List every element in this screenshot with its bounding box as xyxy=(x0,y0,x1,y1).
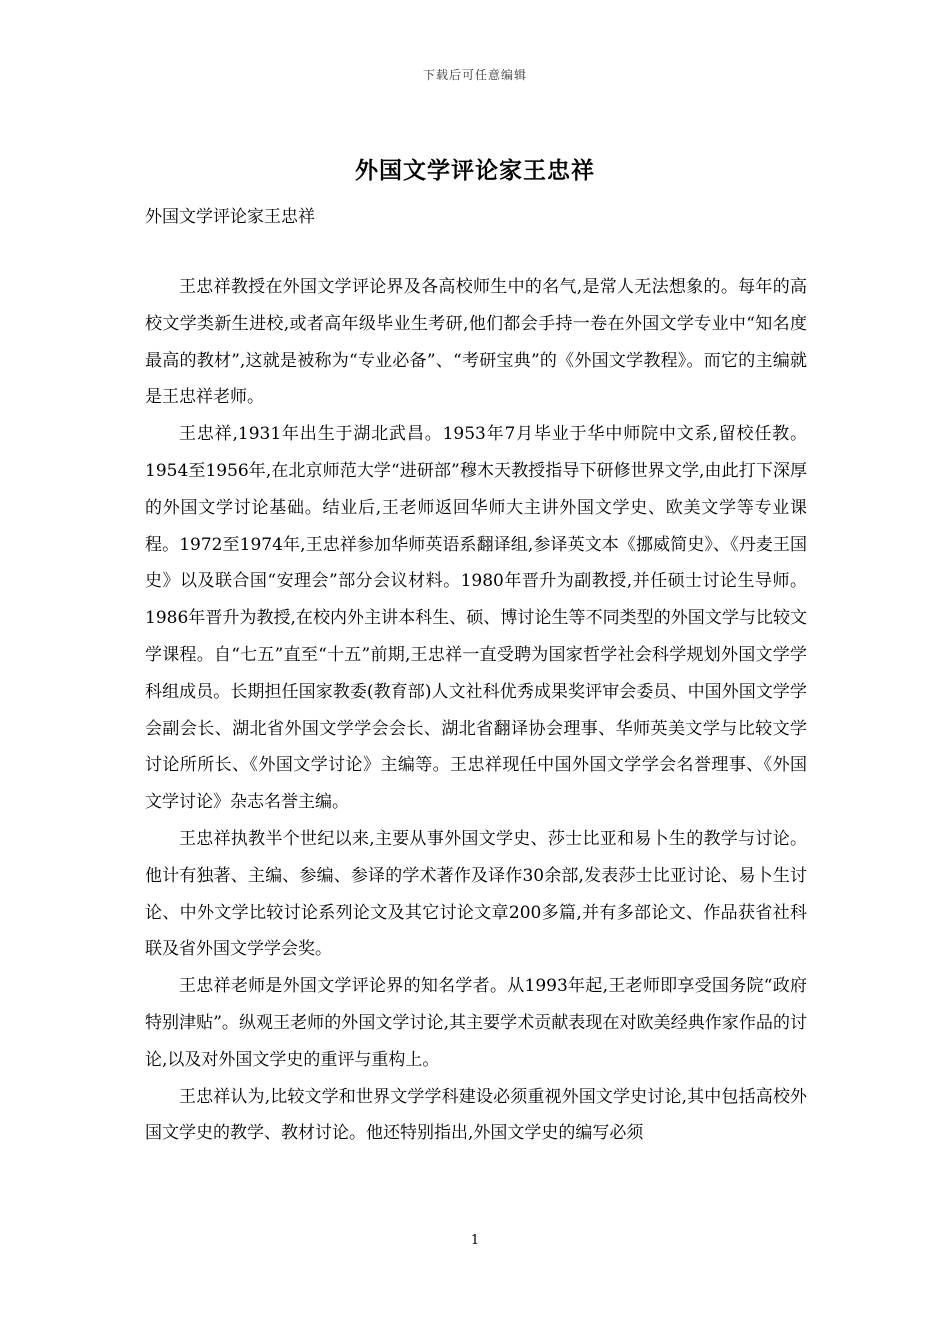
paragraph: 王忠祥教授在外国文学评论界及各高校师生中的名气,是常人无法想象的。每年的高校文学类新生进校,或者高年级毕业生考研,他们都会手持一卷在外国文学专业中“知名度最高的教材”,这就是被称为“专业必备”、“考研宝典”的《外国文学教程》。而它的主编就是王忠祥老师。 xyxy=(145,277,807,408)
document-title: 外国文学评论家王忠祥 xyxy=(355,157,595,184)
page-number: 1 xyxy=(470,1233,480,1248)
document-subtitle: 外国文学评论家王忠祥 xyxy=(145,207,315,227)
paragraph: 王忠祥,1931年出生于湖北武昌。1953年7月毕业于华中师院中文系,留校任教。1954至1956年,在北京师范大学“进研部”穆木天教授指导下研修世界文学,由此打下深厚的外国文学讨论基础。结业后,王老师返回华师大主讲外国文学史、欧美文学等专业课程。1972至1974年,王忠祥参加华师英语系翻译组,参译英文本《挪威简史》、《丹麦王国史》以及联合国“安理会”部分会议材料。1980年晋升为副教授,并任硕士讨论生导师。1986年晋升为教授,在校内外主讲本科生、硕、博讨论生等不同类型的外国文学与比较文学课程。自“七五”直至“十五”前期,王忠祥一直受聘为国家哲学社会科学规划外国文学学科组成员。长期担任国家教委(教育部)人文社科优秀成果奖评审会委员、中国外国文学学会副会长、湖北省外国文学学会会长、湖北省翻译协会理事、华师英美文学与比较文学讨论所所长、《外国文学讨论》主编等。王忠祥现任中国外国文学学会名誉理事、《外国文学讨论》杂志名誉主编。 xyxy=(145,424,807,813)
paragraph: 王忠祥执教半个世纪以来,主要从事外国文学史、莎士比亚和易卜生的教学与讨论。他计有独著、主编、参编、参译的学术著作及译作30余部,发表莎士比亚讨论、易卜生讨论、中外文学比较讨论系列论文及其它讨论文章200多篇,并有多部论文、作品获省社科联及省外国文学学会奖。 xyxy=(145,828,807,960)
paragraph: 王忠祥认为,比较文学和世界文学学科建设必须重视外国文学史讨论,其中包括高校外国文学史的教学、教材讨论。他还特别指出,外国文学史的编写必须 xyxy=(145,1086,807,1144)
paragraph: 王忠祥老师是外国文学评论界的知名学者。从1993年起,王老师即享受国务院“政府特别津贴”。纵观王老师的外国文学讨论,其主要学术贡献表现在对欧美经典作家作品的讨论,以及对外国文学史的重评与重构上。 xyxy=(145,976,807,1070)
header-note: 下载后可任意编辑 xyxy=(422,68,527,82)
document-body xyxy=(145,269,807,1152)
